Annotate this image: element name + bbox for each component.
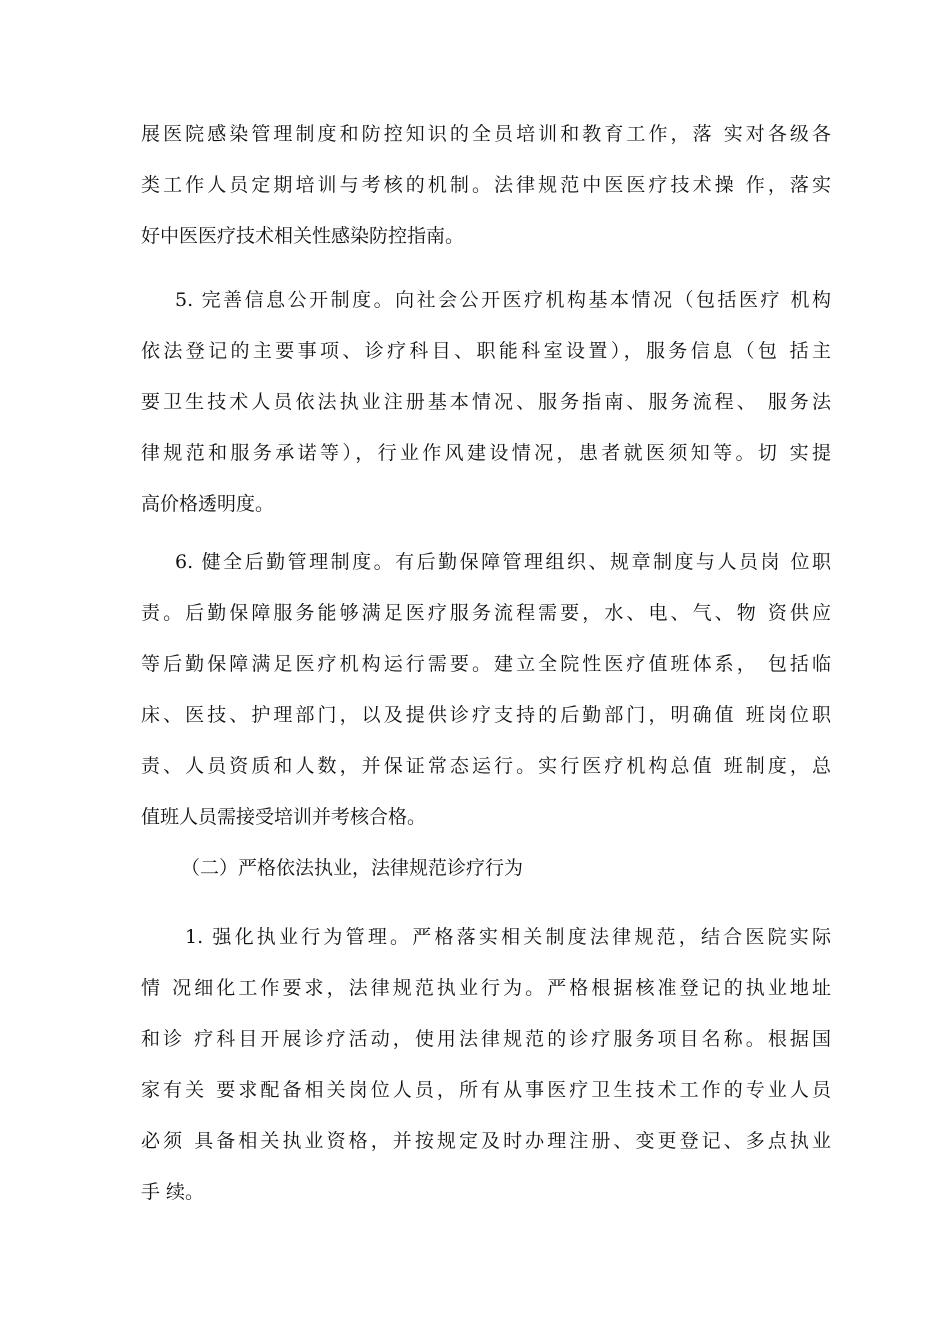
- text-line: 责。后勤保障服务能够满足医疗服务流程需要，水、电、气、物 资供应: [141, 602, 831, 624]
- text-line: 床、医技、护理部门，以及提供诊疗支持的后勤部门，明确值 班岗位职: [141, 704, 831, 726]
- text-line: 1. 强化执业行为管理。严格落实相关制度法律规范，结合医院实际: [185, 926, 831, 948]
- text-line: 必须 具备相关执业资格，并按规定及时办理注册、变更登记、多点执业: [141, 1130, 831, 1152]
- text-line: 值班人员需接受培训并考核合格。: [141, 806, 427, 828]
- text-line: 手 续。: [141, 1181, 205, 1203]
- text-line: 展医院感染管理制度和防控知识的全员培训和教育工作，落 实对各级各: [141, 123, 831, 145]
- text-line: 好中医医疗技术相关性感染防控指南。: [141, 225, 465, 247]
- text-line: 家有关 要求配备相关岗位人员，所有从事医疗卫生技术工作的专业人员: [141, 1079, 831, 1101]
- paragraph-item-6: [141, 537, 831, 843]
- text-line: 等后勤保障满足医疗机构运行需要。建立全院性医疗值班体系， 包括临: [141, 653, 831, 675]
- text-line: 类工作人员定期培训与考核的机制。法律规范中医医疗技术操 作，落实: [141, 174, 831, 196]
- section-heading-text: （二）严格依法执业，法律规范诊疗行为: [181, 857, 524, 879]
- text-line: 情 况细化工作要求，法律规范执业行为。严格根据核准登记的执业地址: [141, 977, 831, 999]
- text-line: 要卫生技术人员依法执业注册基本情况、服务指南、服务流程、 服务法: [141, 391, 831, 413]
- paragraph-item-5: [141, 275, 831, 530]
- text-line: 律规范和服务承诺等），行业作风建设情况，患者就医须知等。切 实提: [141, 442, 831, 464]
- text-line: 6. 健全后勤管理制度。有后勤保障管理组织、规章制度与人员岗 位职: [175, 551, 831, 573]
- text-line: 依法登记的主要事项、诊疗科目、职能科室设置），服务信息（包 括主: [141, 340, 831, 362]
- paragraph-item-1: [141, 912, 831, 1218]
- text-line: 责、人员资质和人数，并保证常态运行。实行医疗机构总值 班制度，总: [141, 755, 831, 777]
- paragraph-infection-training: [141, 109, 831, 262]
- text-line: 高价格透明度。: [141, 493, 275, 515]
- section-heading: [141, 843, 831, 894]
- text-line: 5. 完善信息公开制度。向社会公开医疗机构基本情况（包括医疗 机构: [175, 289, 831, 311]
- text-line: 和诊 疗科目开展诊疗活动，使用法律规范的诊疗服务项目名称。根据国: [141, 1028, 831, 1050]
